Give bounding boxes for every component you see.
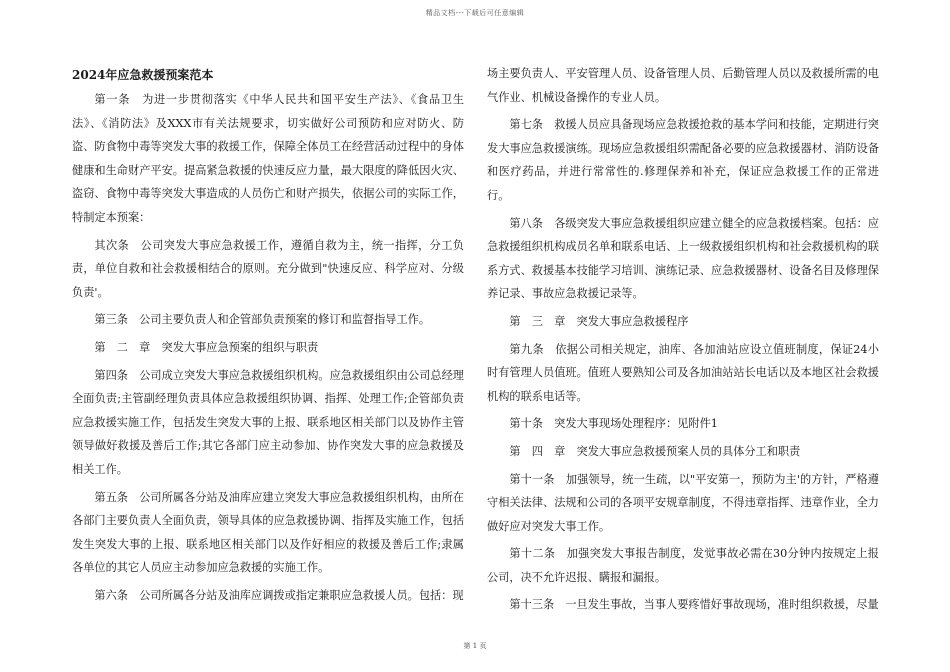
paragraph-article-5: 第五条 公司所属各分站及油库应建立突发大事应急救援组织机构，由所在各部门主要负责人全面负责，领导具体的应急救援协调、指挥及实施工作，包括发生突发大事的上报、联系地区相关部门以及作好相应的救援及善后工作;隶属各单位的其它人员应主动参加应急救援的实施工作。 [72, 490, 464, 575]
page-footer: 第 1 页 [463, 642, 487, 650]
paragraph-article-4: 第四条 公司成立突发大事应急救援组织机构。应急救援组织由公司总经理全面负责;主管副经理负责具体应急救援组织协调、指挥、处理工作;企管部负责应急救援实施工作，包括发生突发大事的上报、联系地区相关部门以及协作主管领导做好救援及善后工作;其它各部门应主动参加、协作突发大事的应急救援及相关工作。 [72, 368, 464, 476]
paragraph-article-9: 第九条 依据公司相关规定，油库、各加油站应设立值班制度，保证24小时有管理人员值班。值班人要熟知公司及各加油站站长电话以及本地区社会救援机构的联系电话等。 [487, 342, 879, 403]
paragraph-article-10: 第十条 突发大事现场处理程序：见附件1 [509, 417, 718, 431]
paragraph-article-12: 第十二条 加强突发大事报告制度，发觉事故必需在30分钟内按规定上报公司，决不允许迟报、瞒报和漏报。 [487, 547, 879, 584]
paragraph-article-2: 其次条 公司突发大事应急救援工作，遵循自救为主，统一指挥，分工负责，单位自救和社会救援相结合的原则。充分做到"快速反应、科学应对、分级负责'。 [72, 238, 464, 299]
paragraph-article-7: 第七条 救援人员应具备现场应急救援抢救的基本学问和技能，定期进行突发大事应急救援演练。现场应急救援组织需配备必要的应急救援器材、消防设备和医疗药品，并进行常常性的.修理保养和补充，保证应急救援工作的正常进行。 [487, 118, 879, 202]
chapter-2-heading: 第 二 章 突发大事应急预案的组织与职责 [94, 340, 319, 354]
paragraph-article-13: 第十三条 一旦发生事故，当事人要疼惜好事故现场，准时组织救援，尽量 [509, 598, 879, 612]
chapter-3-heading: 第 三 章 突发大事应急救援程序 [509, 314, 689, 328]
chapter-4-heading: 第 四 章 突发大事应急救援预案人员的具体分工和职责 [509, 444, 801, 458]
paragraph-article-1: 第一条 为进一步贯彻落实《中华人民共和国平安生产法》、《食品卫生法》、《消防法》及XXX市有关法规要求，切实做好公司预防和应对防火、防盗、防食物中毒等突发大事的救援工作，保障全体员工在经营活动过程中的身体健康和生命财产平安。提高紧急救援的快速反应力量，最大限度的降低因火灾、盗窃、食物中毒等突发大事造成的人员伤亡和财产损失，依据公司的实际工作，特制定本预案： [72, 93, 464, 224]
document-title: 2024年应急救援预案范本 [72, 68, 214, 82]
paragraph-article-8: 第八条 各级突发大事应急救援组织应建立健全的应急救援档案。包括：应急救援组织机构成员名单和联系电话、上一级救援组织机构和社会救援机构的联系方式、救援基本技能学习培训、演练记录、应急救援器材、设备名目及修理保养记录、事故应急救援记录等。 [487, 216, 879, 301]
right-column [487, 62, 879, 621]
paragraph-article-6: 第六条 公司所属各分站及油库应调拨或指定兼职应急救援人员。包括：现 [94, 588, 464, 602]
paragraph-article-11: 第十一条 加强领导，统一生疏，以"平安第一，预防为主'的方针，严格遵守相关法律、法规和公司的各项平安规章制度，不得违章指挥、违章作业，全力做好应对突发大事工作。 [487, 472, 879, 533]
page-header: 精品文档---下载后可任意编辑 [425, 9, 525, 17]
left-column [72, 62, 464, 611]
paragraph-article-3: 第三条 公司主要负责人和企管部负责预案的修订和监督指导工作。 [94, 313, 431, 327]
paragraph-article-6-continued: 场主要负责人、平安管理人员、设备管理人员、后勤管理人员以及救援所需的电气作业、机械设备操作的专业人员。 [487, 67, 879, 104]
